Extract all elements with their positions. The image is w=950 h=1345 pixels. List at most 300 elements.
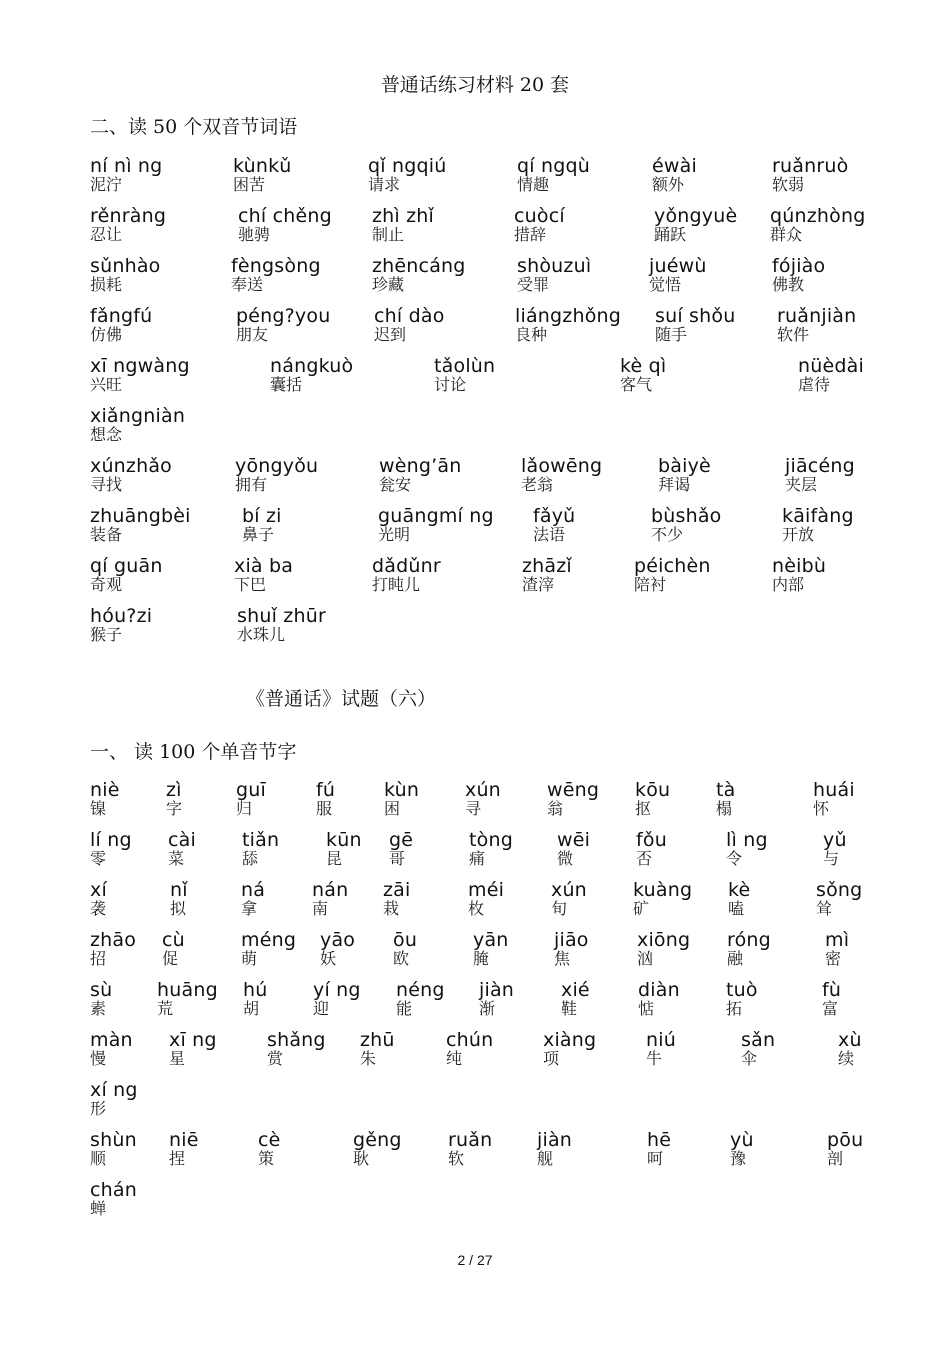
char-item xyxy=(389,830,413,868)
word-item xyxy=(770,206,866,244)
hanzi-text: 拥有 xyxy=(235,475,268,494)
word-item xyxy=(658,456,711,494)
word-item xyxy=(90,606,152,644)
hanzi-text: 法语 xyxy=(533,525,566,544)
hanzi-text: 耸 xyxy=(816,899,833,918)
char-item xyxy=(267,1030,326,1068)
hanzi-text: 剖 xyxy=(827,1149,844,1168)
pinyin-text: kuàng xyxy=(633,879,693,901)
hanzi-text: 请求 xyxy=(368,175,401,194)
char-item xyxy=(242,830,279,868)
char-item xyxy=(537,1130,572,1168)
char-item xyxy=(393,930,417,968)
hanzi-text: 袭 xyxy=(90,899,107,918)
pinyin-text: fǎyǔ xyxy=(533,505,576,527)
word-item xyxy=(434,356,495,394)
word-item xyxy=(620,356,666,394)
hanzi-text: 下巴 xyxy=(234,575,267,594)
pinyin-text: lí ng xyxy=(90,829,132,851)
pinyin-text: jiāo xyxy=(554,929,589,951)
pinyin-text: tòng xyxy=(469,829,513,851)
hanzi-text: 水珠儿 xyxy=(237,625,286,644)
hanzi-text: 星 xyxy=(169,1049,186,1068)
pinyin-text: yǒngyuè xyxy=(654,205,738,227)
char-item xyxy=(479,980,514,1018)
pinyin-text: ōu xyxy=(393,929,418,951)
pinyin-text: chún xyxy=(446,1029,494,1051)
char-item xyxy=(636,830,667,868)
char-item xyxy=(647,1130,671,1168)
char-item xyxy=(716,780,736,818)
hanzi-text: 迟到 xyxy=(374,325,407,344)
char-item xyxy=(635,780,670,818)
char-item xyxy=(241,880,265,918)
pinyin-text: yù xyxy=(730,1129,754,1151)
char-item xyxy=(554,930,589,968)
char-item xyxy=(741,1030,775,1068)
pinyin-text: kùnkǔ xyxy=(233,155,292,177)
hanzi-text: 夹层 xyxy=(785,475,818,494)
word-item xyxy=(772,556,826,594)
pinyin-text: zhēncáng xyxy=(372,255,466,277)
char-item xyxy=(825,930,849,968)
pinyin-text: shuǐ zhūr xyxy=(237,605,326,627)
char-item xyxy=(543,1030,596,1068)
hanzi-text: 兴旺 xyxy=(90,375,123,394)
hanzi-text: 内部 xyxy=(772,575,805,594)
pinyin-text: niú xyxy=(646,1029,676,1051)
hanzi-text: 额外 xyxy=(652,175,685,194)
pinyin-text: xī ngwàng xyxy=(90,355,190,377)
pinyin-text: ná xyxy=(241,879,266,901)
pinyin-text: yān xyxy=(473,929,509,951)
char-row xyxy=(0,780,950,826)
word-item xyxy=(374,306,445,344)
hanzi-text: 顺 xyxy=(90,1149,107,1168)
pinyin-text: tà xyxy=(716,779,736,801)
char-item xyxy=(313,980,361,1018)
pinyin-text: shòuzuì xyxy=(517,255,592,277)
hanzi-text: 寻 xyxy=(465,799,482,818)
hanzi-text: 软弱 xyxy=(772,175,805,194)
hanzi-text: 奉送 xyxy=(231,275,264,294)
word-item xyxy=(372,556,441,594)
word-row xyxy=(0,206,950,252)
word-item xyxy=(90,256,161,294)
char-item xyxy=(730,1130,754,1168)
hanzi-text: 栽 xyxy=(383,899,400,918)
hanzi-text: 策 xyxy=(258,1149,275,1168)
pinyin-text: xí ng xyxy=(90,1079,138,1101)
hanzi-text: 汹 xyxy=(637,949,654,968)
hanzi-text: 软 xyxy=(448,1149,465,1168)
pinyin-text: sǎn xyxy=(741,1029,776,1051)
hanzi-text: 开放 xyxy=(782,525,815,544)
pinyin-text: nǐ xyxy=(170,879,188,901)
pinyin-text: zhì zhǐ xyxy=(372,205,435,227)
hanzi-text: 零 xyxy=(90,849,107,868)
hanzi-text: 镍 xyxy=(90,799,107,818)
pinyin-text: hú xyxy=(243,979,268,1001)
pinyin-text: lǎowēng xyxy=(521,455,603,477)
word-item xyxy=(368,156,446,194)
char-item xyxy=(551,880,587,918)
char-item xyxy=(728,880,750,918)
pinyin-text: shǎng xyxy=(267,1029,326,1051)
section-heading-two-syllable: 二、读 50 个双音节词语 xyxy=(90,116,298,138)
char-item xyxy=(469,830,513,868)
hanzi-text: 情趣 xyxy=(517,175,550,194)
pinyin-text: diàn xyxy=(638,979,680,1001)
pinyin-text: màn xyxy=(90,1029,133,1051)
pinyin-text: nèibù xyxy=(772,555,827,577)
word-item xyxy=(372,256,466,294)
pinyin-text: mì xyxy=(825,929,850,951)
word-item xyxy=(515,306,621,344)
pinyin-text: zhuāngbèi xyxy=(90,505,191,527)
word-item xyxy=(655,306,735,344)
word-item xyxy=(652,156,697,194)
char-item xyxy=(360,1030,395,1068)
pinyin-text: liángzhǒng xyxy=(515,305,622,327)
pinyin-text: péng?you xyxy=(236,305,331,327)
pinyin-text: cài xyxy=(168,829,196,851)
hanzi-text: 微 xyxy=(557,849,574,868)
hanzi-text: 仿佛 xyxy=(90,325,123,344)
pinyin-text: xí xyxy=(90,879,107,901)
char-item xyxy=(326,830,362,868)
hanzi-text: 矿 xyxy=(633,899,650,918)
pinyin-text: yōngyǒu xyxy=(235,455,319,477)
hanzi-text: 舰 xyxy=(537,1149,554,1168)
hanzi-text: 焦 xyxy=(554,949,571,968)
hanzi-text: 客气 xyxy=(620,375,653,394)
word-row xyxy=(0,356,950,402)
hanzi-text: 融 xyxy=(727,949,744,968)
pinyin-text: zhāzǐ xyxy=(522,555,572,577)
hanzi-text: 归 xyxy=(236,799,253,818)
hanzi-text: 哥 xyxy=(389,849,406,868)
word-item xyxy=(90,506,191,544)
word-row xyxy=(0,156,950,202)
page-number: 2 / 27 xyxy=(457,1252,493,1268)
pinyin-text: chí dào xyxy=(374,305,445,327)
hanzi-text: 赏 xyxy=(267,1049,284,1068)
hanzi-text: 南 xyxy=(312,899,329,918)
hanzi-text: 嗑 xyxy=(728,899,745,918)
word-item xyxy=(90,206,166,244)
word-item xyxy=(90,156,162,194)
word-row xyxy=(0,256,950,302)
hanzi-text: 老翁 xyxy=(521,475,554,494)
pinyin-text: wèng’ān xyxy=(379,455,462,477)
hanzi-text: 令 xyxy=(726,849,743,868)
char-item xyxy=(168,830,196,868)
hanzi-text: 能 xyxy=(396,999,413,1018)
pinyin-text: ruǎn xyxy=(448,1129,493,1151)
char-item xyxy=(316,780,335,818)
word-item xyxy=(521,456,602,494)
word-item xyxy=(522,556,572,594)
hanzi-text: 拜谒 xyxy=(658,475,691,494)
pinyin-text: kūn xyxy=(326,829,362,851)
pinyin-text: yǔ xyxy=(823,829,847,851)
hanzi-text: 素 xyxy=(90,999,107,1018)
char-item xyxy=(637,930,690,968)
pinyin-text: suí shǒu xyxy=(655,305,736,327)
pinyin-text: hē xyxy=(647,1129,672,1151)
char-item xyxy=(638,980,680,1018)
pinyin-text: nüèdài xyxy=(798,355,864,377)
hanzi-text: 伞 xyxy=(741,1049,758,1068)
hanzi-text: 呵 xyxy=(647,1149,664,1168)
pinyin-text: xià ba xyxy=(234,555,294,577)
pinyin-text: fù xyxy=(822,979,842,1001)
char-item xyxy=(822,980,841,1018)
char-item xyxy=(157,980,218,1018)
hanzi-text: 软件 xyxy=(777,325,810,344)
pinyin-text: qǐ ngqiú xyxy=(368,155,447,177)
hanzi-text: 群众 xyxy=(770,225,803,244)
word-item xyxy=(372,206,434,244)
hanzi-text: 渐 xyxy=(479,999,496,1018)
pinyin-text: lì ng xyxy=(726,829,768,851)
word-item xyxy=(236,306,330,344)
word-item xyxy=(270,356,353,394)
char-item xyxy=(396,980,445,1018)
char-item xyxy=(384,780,419,818)
word-item xyxy=(237,606,326,644)
hanzi-text: 惦 xyxy=(638,999,655,1018)
pinyin-text: qí ngqù xyxy=(517,155,590,177)
hanzi-text: 珍藏 xyxy=(372,275,405,294)
char-item xyxy=(813,780,855,818)
pinyin-text: qúnzhòng xyxy=(770,205,866,227)
pinyin-text: péichèn xyxy=(634,555,711,577)
hanzi-text: 怀 xyxy=(813,799,830,818)
char-row xyxy=(0,830,950,876)
word-item xyxy=(654,206,737,244)
hanzi-text: 猴子 xyxy=(90,625,123,644)
pinyin-text: fǒu xyxy=(636,829,667,851)
char-item xyxy=(90,780,120,818)
char-row xyxy=(0,930,950,976)
pinyin-text: cè xyxy=(258,1129,281,1151)
word-item xyxy=(235,456,318,494)
hanzi-text: 踊跃 xyxy=(654,225,687,244)
hanzi-text: 形 xyxy=(90,1099,107,1118)
pinyin-text: róng xyxy=(727,929,771,951)
word-item xyxy=(772,256,825,294)
hanzi-text: 拓 xyxy=(726,999,743,1018)
hanzi-text: 捏 xyxy=(169,1149,186,1168)
hanzi-text: 寻找 xyxy=(90,475,123,494)
pinyin-text: huái xyxy=(813,779,855,801)
char-item xyxy=(473,930,509,968)
hanzi-text: 困苦 xyxy=(233,175,266,194)
word-item xyxy=(90,556,163,594)
hanzi-text: 痛 xyxy=(469,849,486,868)
document-title: 普通话练习材料 20 套 xyxy=(380,74,570,96)
pinyin-text: sù xyxy=(90,979,113,1001)
word-item xyxy=(242,506,282,544)
pinyin-text: shùn xyxy=(90,1129,137,1151)
char-item xyxy=(320,930,355,968)
pinyin-text: wēng xyxy=(547,779,600,801)
word-row xyxy=(0,406,950,452)
hanzi-text: 光明 xyxy=(378,525,411,544)
word-row xyxy=(0,506,950,552)
section-heading-single-syllable: 一、 读 100 个单音节字 xyxy=(90,741,297,763)
char-item xyxy=(90,1080,138,1118)
word-item xyxy=(634,556,711,594)
word-item xyxy=(649,256,707,294)
word-item xyxy=(90,356,190,394)
char-item xyxy=(166,780,182,818)
hanzi-text: 豫 xyxy=(730,1149,747,1168)
hanzi-text: 翁 xyxy=(547,799,564,818)
hanzi-text: 损耗 xyxy=(90,275,123,294)
pinyin-text: chí chěng xyxy=(238,205,332,227)
pinyin-text: méi xyxy=(468,879,505,901)
pinyin-text: fǎngfú xyxy=(90,305,153,327)
hanzi-text: 拟 xyxy=(170,899,187,918)
pinyin-text: ruǎnjiàn xyxy=(777,305,857,327)
pinyin-text: éwài xyxy=(652,155,697,177)
hanzi-text: 菜 xyxy=(168,849,185,868)
pinyin-text: yí ng xyxy=(313,979,361,1001)
hanzi-text: 旬 xyxy=(551,899,568,918)
char-item xyxy=(243,980,267,1018)
pinyin-text: zāi xyxy=(383,879,411,901)
char-item xyxy=(633,880,692,918)
pinyin-text: ruǎnruò xyxy=(772,155,849,177)
char-item xyxy=(448,1130,492,1168)
hanzi-text: 招 xyxy=(90,949,107,968)
pinyin-text: gē xyxy=(389,829,414,851)
pinyin-text: pōu xyxy=(827,1129,864,1151)
hanzi-text: 囊括 xyxy=(270,375,303,394)
pinyin-text: cuòcí xyxy=(514,205,565,227)
pinyin-text: xiōng xyxy=(637,929,691,951)
char-item xyxy=(162,930,185,968)
hanzi-text: 鞋 xyxy=(561,999,578,1018)
pinyin-text: nán xyxy=(312,879,349,901)
word-item xyxy=(90,406,185,444)
pinyin-text: ní nì ng xyxy=(90,155,163,177)
pinyin-text: chán xyxy=(90,1179,137,1201)
pinyin-text: bùshǎo xyxy=(651,505,722,527)
char-item xyxy=(446,1030,493,1068)
word-item xyxy=(233,156,292,194)
char-row xyxy=(0,1030,950,1076)
hanzi-text: 装备 xyxy=(90,525,123,544)
hanzi-text: 制止 xyxy=(372,225,405,244)
pinyin-text: huāng xyxy=(157,979,218,1001)
word-item xyxy=(651,506,722,544)
hanzi-text: 奇观 xyxy=(90,575,123,594)
hanzi-text: 驰骋 xyxy=(238,225,271,244)
hanzi-text: 渣滓 xyxy=(522,575,555,594)
pinyin-text: bí zi xyxy=(242,505,282,527)
char-item xyxy=(383,880,411,918)
hanzi-text: 想念 xyxy=(90,425,123,444)
word-row xyxy=(0,456,950,502)
char-item xyxy=(312,880,348,918)
word-item xyxy=(231,256,321,294)
pinyin-text: zì xyxy=(166,779,182,801)
pinyin-text: jiàn xyxy=(537,1129,573,1151)
char-item xyxy=(726,980,758,1018)
pinyin-text: tuò xyxy=(726,979,758,1001)
hanzi-text: 昆 xyxy=(326,849,343,868)
hanzi-text: 觉悟 xyxy=(649,275,682,294)
pinyin-text: niè xyxy=(90,779,120,801)
word-item xyxy=(785,456,855,494)
char-row xyxy=(0,1180,950,1226)
pinyin-text: rěnràng xyxy=(90,205,167,227)
hanzi-text: 抠 xyxy=(635,799,652,818)
pinyin-text: zhāo xyxy=(90,929,137,951)
pinyin-text: xiàng xyxy=(543,1029,597,1051)
char-item xyxy=(561,980,590,1018)
pinyin-text: juéwù xyxy=(649,255,707,277)
pinyin-text: xiǎngniàn xyxy=(90,405,186,427)
hanzi-text: 密 xyxy=(825,949,842,968)
pinyin-text: cù xyxy=(162,929,185,951)
word-item xyxy=(378,506,494,544)
char-item xyxy=(169,1030,217,1068)
pinyin-text: qí guān xyxy=(90,555,163,577)
word-item xyxy=(517,256,591,294)
word-item xyxy=(514,206,565,244)
char-item xyxy=(241,930,296,968)
char-item xyxy=(90,1030,133,1068)
hanzi-text: 纯 xyxy=(446,1049,463,1068)
pinyin-text: fèngsòng xyxy=(231,255,321,277)
hanzi-text: 胡 xyxy=(243,999,260,1018)
pinyin-text: sǔnhào xyxy=(90,255,161,277)
hanzi-text: 措辞 xyxy=(514,225,547,244)
word-item xyxy=(90,456,172,494)
char-item xyxy=(169,1130,199,1168)
hanzi-text: 与 xyxy=(823,849,840,868)
word-item xyxy=(772,156,848,194)
pinyin-text: xī ng xyxy=(169,1029,217,1051)
hanzi-text: 困 xyxy=(384,799,401,818)
char-item xyxy=(465,780,501,818)
pinyin-text: gěng xyxy=(353,1129,402,1151)
char-item xyxy=(353,1130,402,1168)
pinyin-text: jiācéng xyxy=(785,455,855,477)
pinyin-text: fú xyxy=(316,779,336,801)
hanzi-text: 妖 xyxy=(320,949,337,968)
hanzi-text: 泥泞 xyxy=(90,175,123,194)
char-item xyxy=(838,1030,862,1068)
pinyin-text: xún xyxy=(551,879,587,901)
pinyin-text: guī xyxy=(236,779,266,801)
pinyin-text: sǒng xyxy=(816,879,863,901)
pinyin-text: kōu xyxy=(635,779,671,801)
char-item xyxy=(90,930,136,968)
pinyin-text: hóu?zi xyxy=(90,605,153,627)
hanzi-text: 迎 xyxy=(313,999,330,1018)
char-item xyxy=(727,930,771,968)
hanzi-text: 腌 xyxy=(473,949,490,968)
word-row xyxy=(0,556,950,602)
hanzi-text: 瓮安 xyxy=(379,475,412,494)
pinyin-text: nángkuò xyxy=(270,355,354,377)
